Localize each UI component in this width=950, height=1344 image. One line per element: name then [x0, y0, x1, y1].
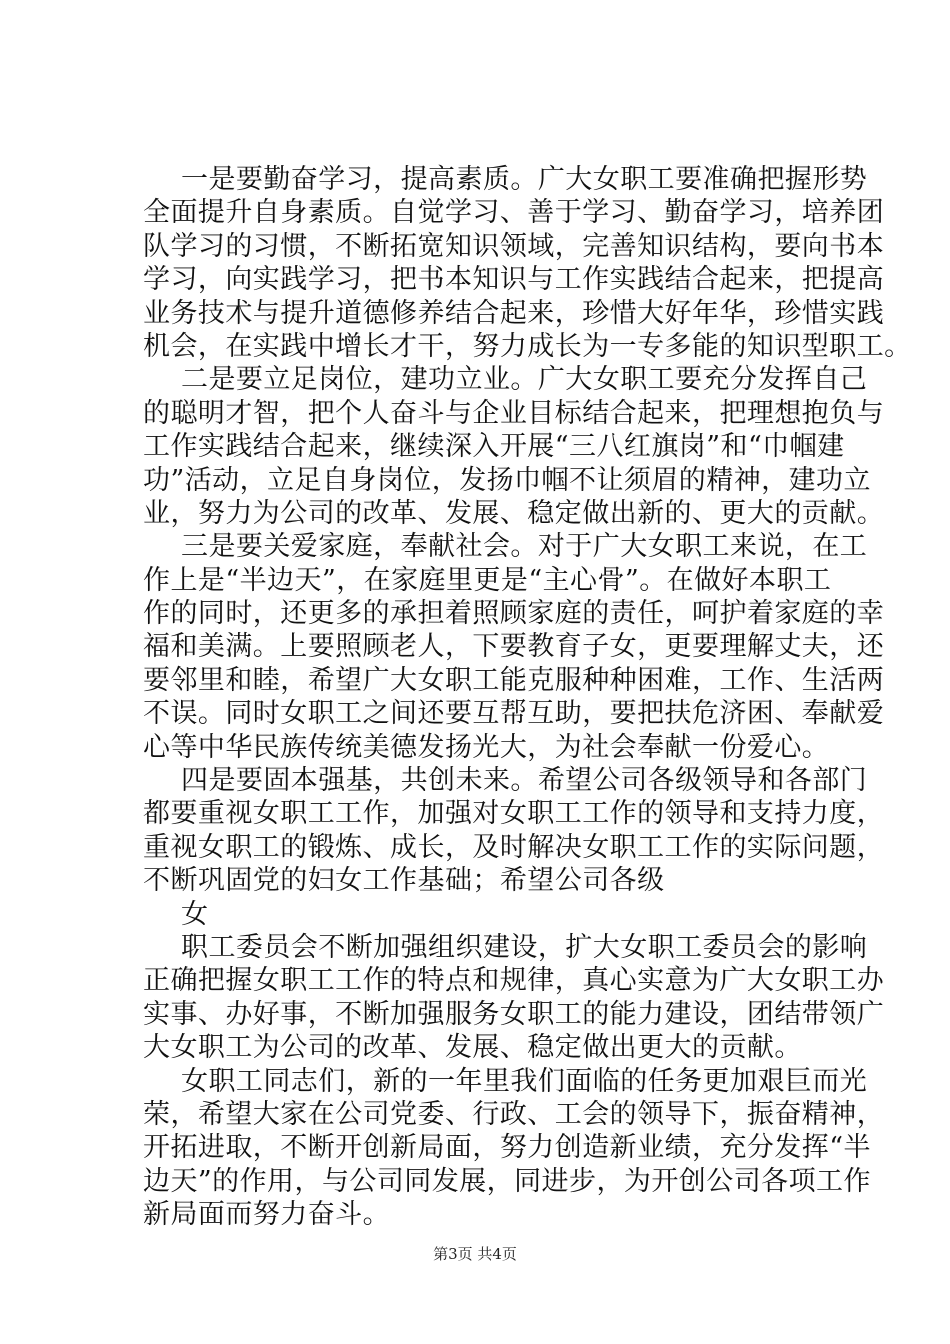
- text-line: 工作实践结合起来，继续深入开展“三八红旗岗”和“巾帼建: [143, 431, 845, 463]
- text-line: 作的同时，还更多的承担着照顾家庭的责任，呵护着家庭的幸: [143, 598, 885, 630]
- page-number: 第3页 共4页: [433, 1245, 517, 1263]
- text-line: 女职工同志们，新的一年里我们面临的任务更加艰巨而光: [181, 1065, 868, 1097]
- text-line: 作上是“半边天”，在家庭里更是“主心骨”。在做好本职工: [143, 564, 832, 596]
- text-line: 要邻里和睦，希望广大女职工能克服种种困难，工作、生活两: [143, 664, 885, 696]
- text-line: 不断巩固党的妇女工作基础；希望公司各级: [143, 865, 665, 897]
- text-line: 全面提升自身素质。自觉学习、善于学习、勤奋学习，培养团: [143, 197, 885, 229]
- text-line: 实事、办好事，不断加强服务女职工的能力建设，团结带领广: [143, 998, 885, 1030]
- document-body: [143, 163, 912, 1232]
- text-line: 新局面而努力奋斗。: [143, 1199, 391, 1231]
- text-line: 福和美满。上要照顾老人，下要教育子女，更要理解丈夫，还: [143, 631, 885, 663]
- text-line: 心等中华民族传统美德发扬光大，为社会奉献一份爱心。: [143, 731, 830, 763]
- text-line: 职工委员会不断加强组织建设，扩大女职工委员会的影响: [181, 931, 868, 963]
- text-line: 不误。同时女职工之间还要互帮互助，要把扶危济困、奉献爱: [143, 698, 885, 730]
- text-line: 荣，希望大家在公司党委、行政、工会的领导下，振奋精神，: [143, 1098, 885, 1130]
- text-line: 一是要勤奋学习，提高素质。广大女职工要准确把握形势: [181, 164, 868, 195]
- text-line: 正确把握女职工工作的特点和规律，真心实意为广大女职工办: [143, 965, 885, 997]
- text-line: 学习，向实践学习，把书本知识与工作实践结合起来，把提高: [143, 264, 885, 296]
- text-line: 机会，在实践中增长才干，努力成长为一专多能的知识型职工。: [143, 330, 912, 362]
- text-line: 业务技术与提升道德修养结合起来，珍惜大好年华，珍惜实践: [143, 297, 885, 329]
- text-line: 重视女职工的锻炼、成长，及时解决女职工工作的实际问题，: [143, 831, 885, 863]
- text-line: 业，努力为公司的改革、发展、稳定做出新的、更大的贡献。: [143, 497, 885, 529]
- text-line: 的聪明才智，把个人奋斗与企业目标结合起来，把理想抱负与: [143, 397, 885, 429]
- text-line: 女: [181, 898, 209, 930]
- text-line: 三是要关爱家庭，奉献社会。对于广大女职工来说，在工: [181, 531, 868, 563]
- text-line: 大女职工为公司的改革、发展、稳定做出更大的贡献。: [143, 1032, 802, 1064]
- text-line: 四是要固本强基，共创未来。希望公司各级领导和各部门: [181, 765, 868, 797]
- text-line: 二是要立足岗位，建功立业。广大女职工要充分发挥自己: [181, 364, 868, 396]
- text-line: 队学习的习惯，不断拓宽知识领域，完善知识结构，要向书本: [143, 230, 885, 262]
- text-line: 开拓进取，不断开创新局面，努力创造新业绩，充分发挥“半: [143, 1132, 871, 1164]
- text-line: 功”活动，立足自身岗位，发扬巾帼不让须眉的精神，建功立: [143, 464, 871, 496]
- text-line: 边天”的作用，与公司同发展，同进步，为开创公司各项工作: [143, 1165, 871, 1197]
- text-line: 都要重视女职工工作，加强对女职工工作的领导和支持力度，: [143, 798, 885, 830]
